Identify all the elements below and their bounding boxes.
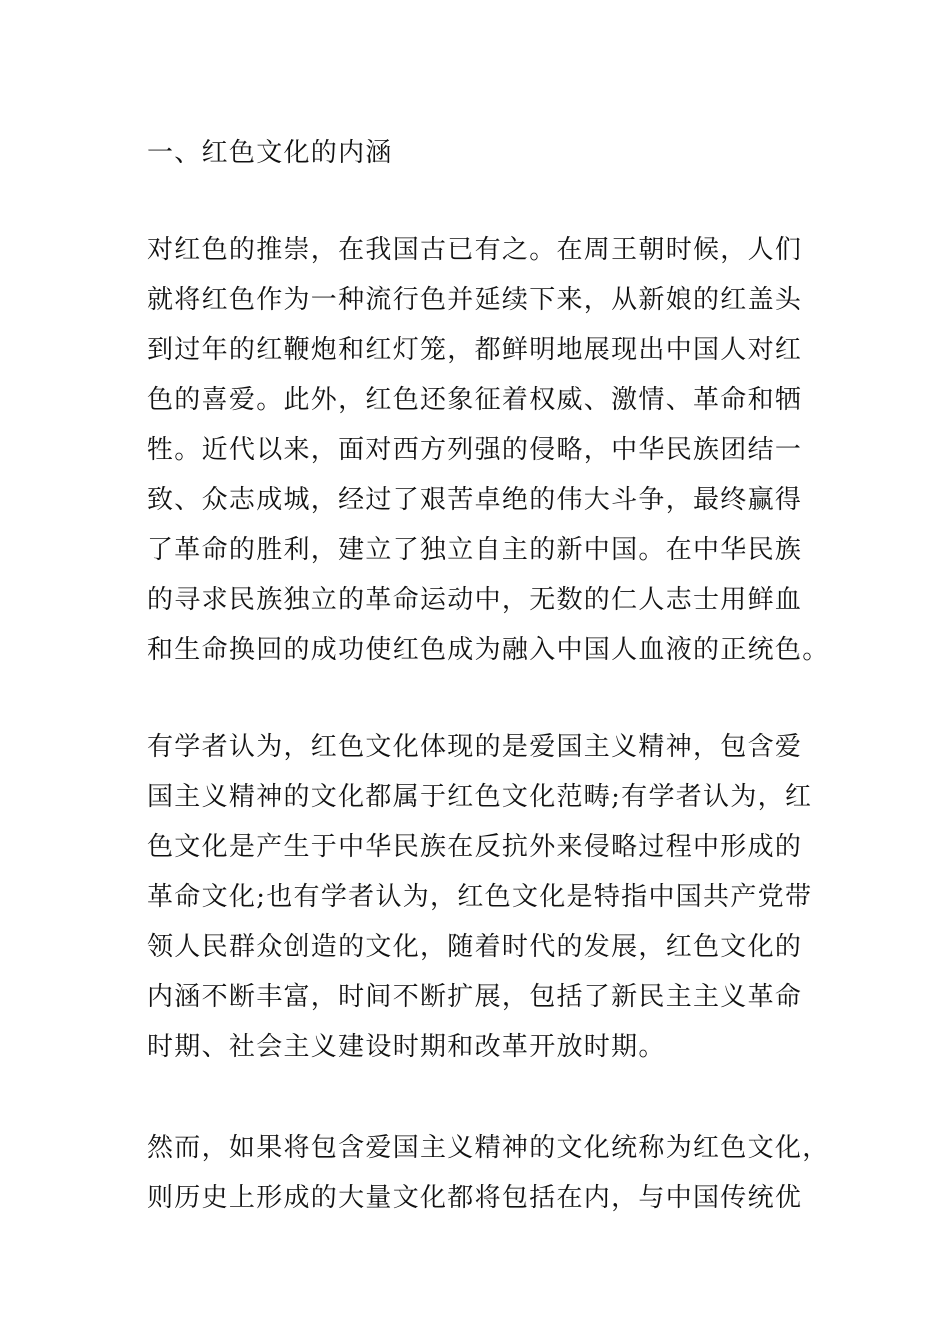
paragraph-line: 致、众志成城，经过了艰苦卓绝的伟大斗争，最终赢得 (147, 485, 803, 515)
paragraph-line: 革命文化;也有学者认为，红色文化是特指中国共产党带 (147, 882, 813, 912)
paragraph-line: 到过年的红鞭炮和红灯笼，都鲜明地展现出中国人对红 (147, 335, 803, 365)
paragraph-line: 然而，如果将包含爱国主义精神的文化统称为红色文化， (147, 1133, 830, 1163)
paragraph-however (147, 1123, 830, 1223)
paragraph-red-tradition (147, 225, 830, 675)
paragraph-line: 内涵不断丰富，时间不断扩展，包括了新民主主义革命 (147, 982, 803, 1012)
paragraph-line: 国主义精神的文化都属于红色文化范畴;有学者认为，红 (147, 782, 813, 812)
section-heading: 一、红色文化的内涵 (147, 138, 393, 168)
paragraph-line: 则历史上形成的大量文化都将包括在内，与中国传统优 (147, 1183, 803, 1213)
paragraph-line: 色文化是产生于中华民族在反抗外来侵略过程中形成的 (147, 832, 803, 862)
paragraph-line: 就将红色作为一种流行色并延续下来，从新娘的红盖头 (147, 285, 803, 315)
paragraph-line: 时期、社会主义建设时期和改革开放时期。 (147, 1032, 666, 1062)
paragraph-scholar-views (147, 722, 827, 1072)
paragraph-line: 的寻求民族独立的革命运动中，无数的仁人志士用鲜血 (147, 585, 803, 615)
paragraph-line: 和生命换回的成功使红色成为融入中国人血液的正统色。 (147, 635, 830, 665)
paragraph-line: 了革命的胜利，建立了独立自主的新中国。在中华民族 (147, 535, 803, 565)
paragraph-line: 牲。近代以来，面对西方列强的侵略，中华民族团结一 (147, 435, 803, 465)
paragraph-line: 有学者认为，红色文化体现的是爱国主义精神，包含爱 (147, 732, 803, 762)
paragraph-line: 对红色的推崇，在我国古已有之。在周王朝时候，人们 (147, 235, 803, 265)
paragraph-line: 色的喜爱。此外，红色还象征着权威、激情、革命和牺 (147, 385, 803, 415)
paragraph-line: 领人民群众创造的文化，随着时代的发展，红色文化的 (147, 932, 803, 962)
